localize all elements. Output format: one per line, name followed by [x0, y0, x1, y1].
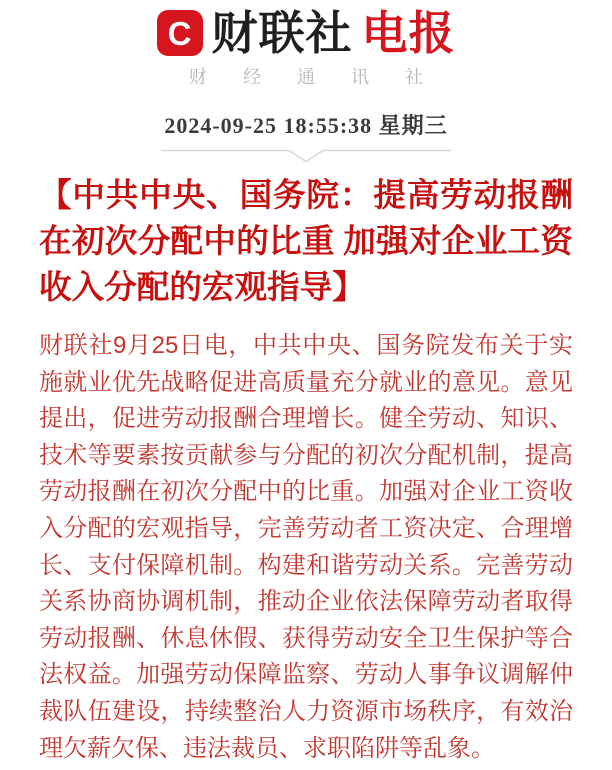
masthead	[39, 8, 573, 90]
timestamp: 2024-09-25 18:55:38 星期三	[164, 113, 448, 138]
chevron-down-icon	[161, 149, 451, 163]
logo-letter: C	[167, 14, 192, 52]
article	[39, 173, 573, 767]
masthead-subtitle: 财经通讯社	[189, 67, 459, 87]
brand-name-red: 电报	[361, 7, 456, 59]
article-body: 财联社9月25日电，中共中央、国务院发布关于实施就业优先战略促进高质量充分就业的意见。意见提出，促进劳动报酬合理增长。健全劳动、知识、技术等要素按贡献参与分配的初次分配机制，提高劳动报酬在初次分配中的比重。加强对企业工资收入分配的宏观指导，完善劳动者工资决定、合理增长、支付保障机制。构建和谐劳动关系。完善劳动关系协商协调机制，推动企业依法保障劳动者取得劳动报酬、休息休假、获得劳动安全卫生保护等合法权益。加强劳动保障监察、劳动人事争议调解仲裁队伍建设，持续整治人力资源市场秩序，有效治理欠薪欠保、违法裁员、求职陷阱等乱象。	[39, 332, 573, 762]
article-headline: 【中共中央、国务院：提高劳动报酬在初次分配中的比重 加强对企业工资收入分配的宏观指导】	[39, 178, 573, 306]
cls-logo-icon	[157, 10, 203, 56]
brand-name-black: 财联社	[211, 7, 353, 59]
divider-chevron	[39, 149, 573, 163]
brand-logo	[39, 8, 573, 58]
